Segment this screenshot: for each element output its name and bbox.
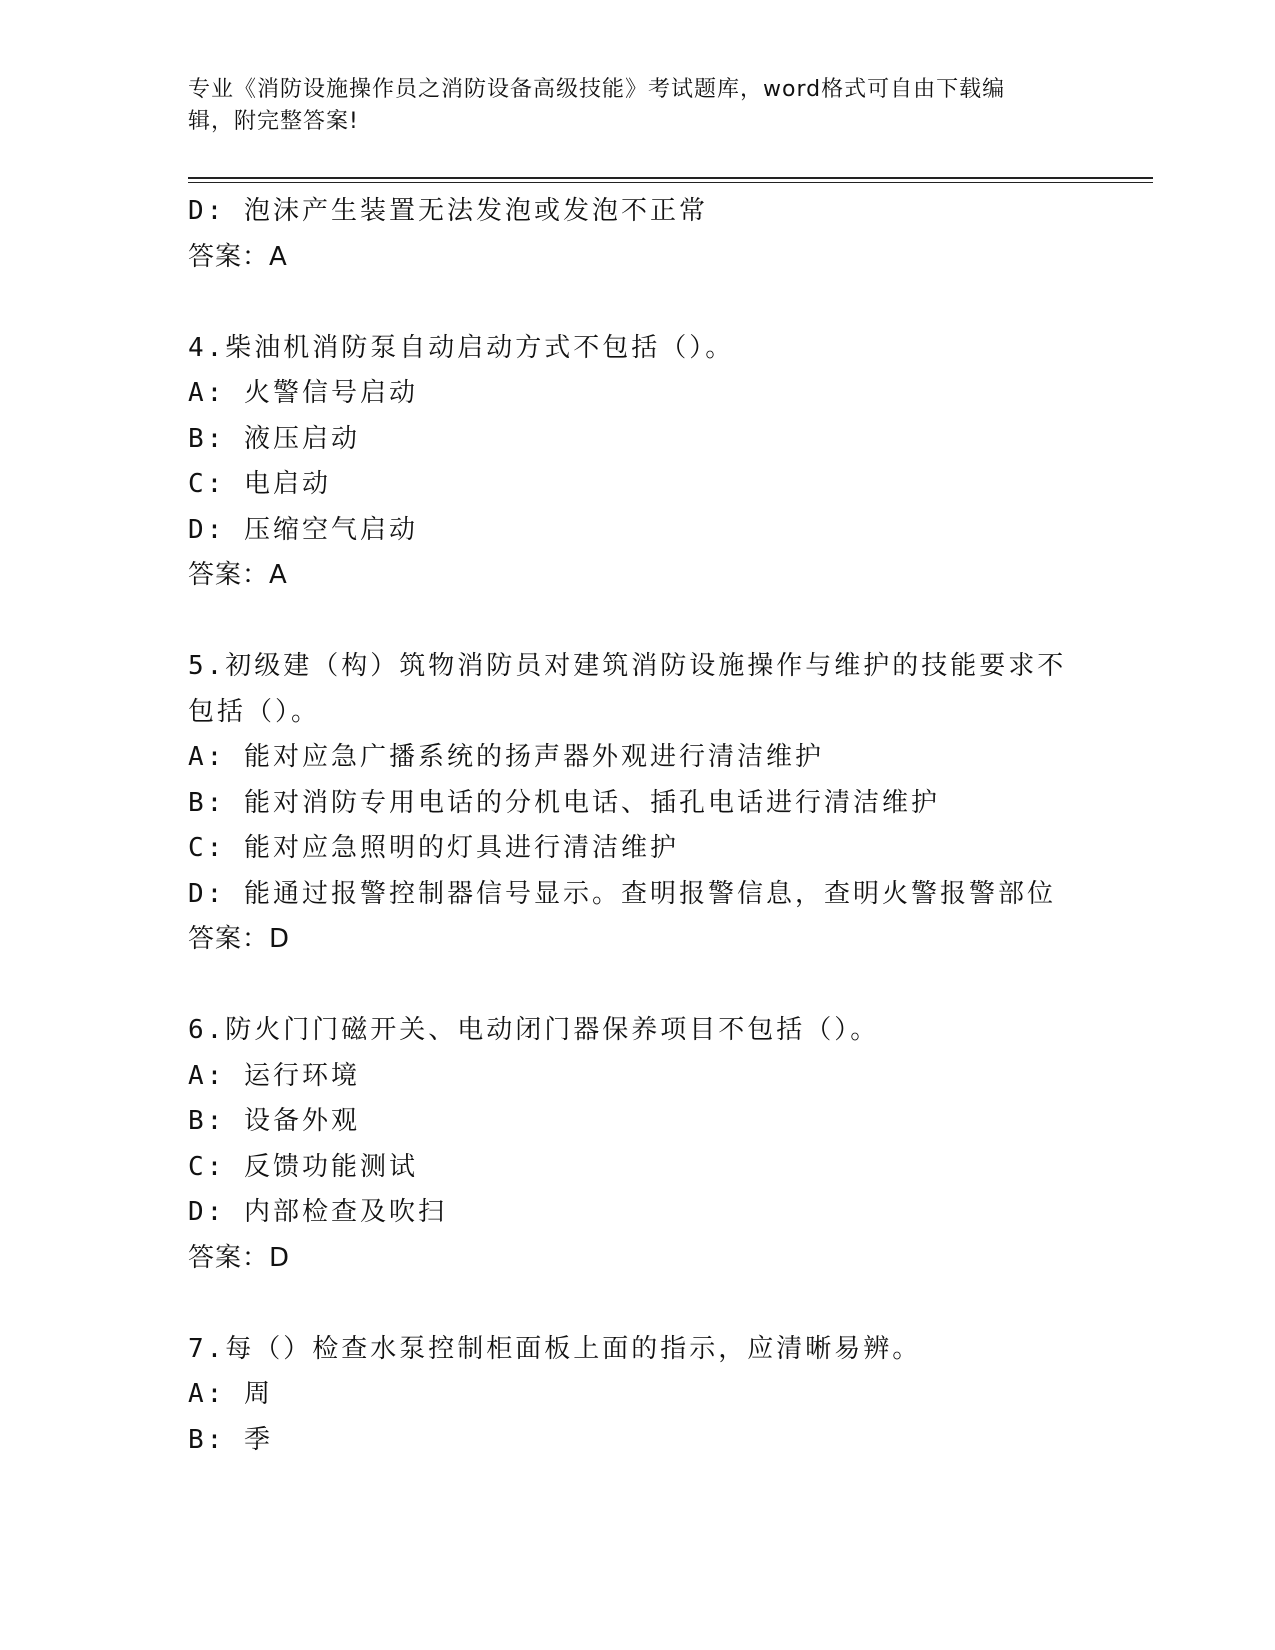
option-c: C: 反馈功能测试 bbox=[188, 1151, 418, 1182]
header-line-1: 专业《消防设施操作员之消防设备高级技能》考试题库，word格式可自由下载编 bbox=[188, 77, 1006, 102]
option-a: A: 运行环境 bbox=[188, 1060, 360, 1091]
spacer bbox=[188, 280, 1088, 326]
header-divider-thin bbox=[188, 182, 1153, 183]
option-c: C: 能对应急照明的灯具进行清洁维护 bbox=[188, 833, 679, 863]
question-stem: 4.柴油机消防泵自动启动方式不包括（）。 bbox=[188, 332, 735, 363]
question-list bbox=[188, 189, 1088, 1463]
answer-line: 答案：D bbox=[188, 924, 291, 954]
question-stem-line-2: 包括（）。 bbox=[188, 696, 321, 727]
spacer bbox=[188, 599, 1088, 645]
question-stem-line-1: 5.初级建（构）筑物消防员对建筑消防设施操作与维护的技能要求不 bbox=[188, 651, 1067, 681]
question-6 bbox=[188, 1008, 1088, 1281]
question-5 bbox=[188, 644, 1088, 963]
option-a: A: 火警信号启动 bbox=[188, 378, 418, 408]
option-d: D: 压缩空气启动 bbox=[188, 514, 418, 545]
spacer bbox=[188, 1281, 1088, 1327]
question-4 bbox=[188, 326, 1088, 599]
spacer bbox=[188, 963, 1088, 1009]
answer-line: 答案：A bbox=[188, 241, 288, 272]
option-d: D: 泡沫产生装置无法发泡或发泡不正常 bbox=[188, 196, 708, 226]
option-b: B: 季 bbox=[188, 1424, 273, 1455]
carryover-block bbox=[188, 189, 1088, 280]
option-a: A: 能对应急广播系统的扬声器外观进行清洁维护 bbox=[188, 742, 824, 772]
answer-line: 答案：D bbox=[188, 1242, 291, 1273]
option-b: B: 液压启动 bbox=[188, 423, 360, 454]
answer-line: 答案：A bbox=[188, 560, 288, 590]
header-divider-thick bbox=[188, 177, 1153, 179]
question-stem: 7.每（）检查水泵控制柜面板上面的指示，应清晰易辨。 bbox=[188, 1333, 922, 1364]
option-b: B: 设备外观 bbox=[188, 1106, 360, 1136]
option-a: A: 周 bbox=[188, 1379, 273, 1409]
option-d: D: 能通过报警控制器信号显示。查明报警信息，查明火警报警部位 bbox=[188, 878, 1056, 909]
document-header bbox=[188, 74, 1068, 138]
option-d: D: 内部检查及吹扫 bbox=[188, 1197, 447, 1227]
option-c: C: 电启动 bbox=[188, 469, 331, 499]
question-7 bbox=[188, 1327, 1088, 1464]
question-stem: 6.防火门门磁开关、电动闭门器保养项目不包括（）。 bbox=[188, 1015, 880, 1045]
option-b: B: 能对消防专用电话的分机电话、插孔电话进行清洁维护 bbox=[188, 787, 940, 818]
header-line-2: 辑，附完整答案! bbox=[188, 109, 359, 134]
